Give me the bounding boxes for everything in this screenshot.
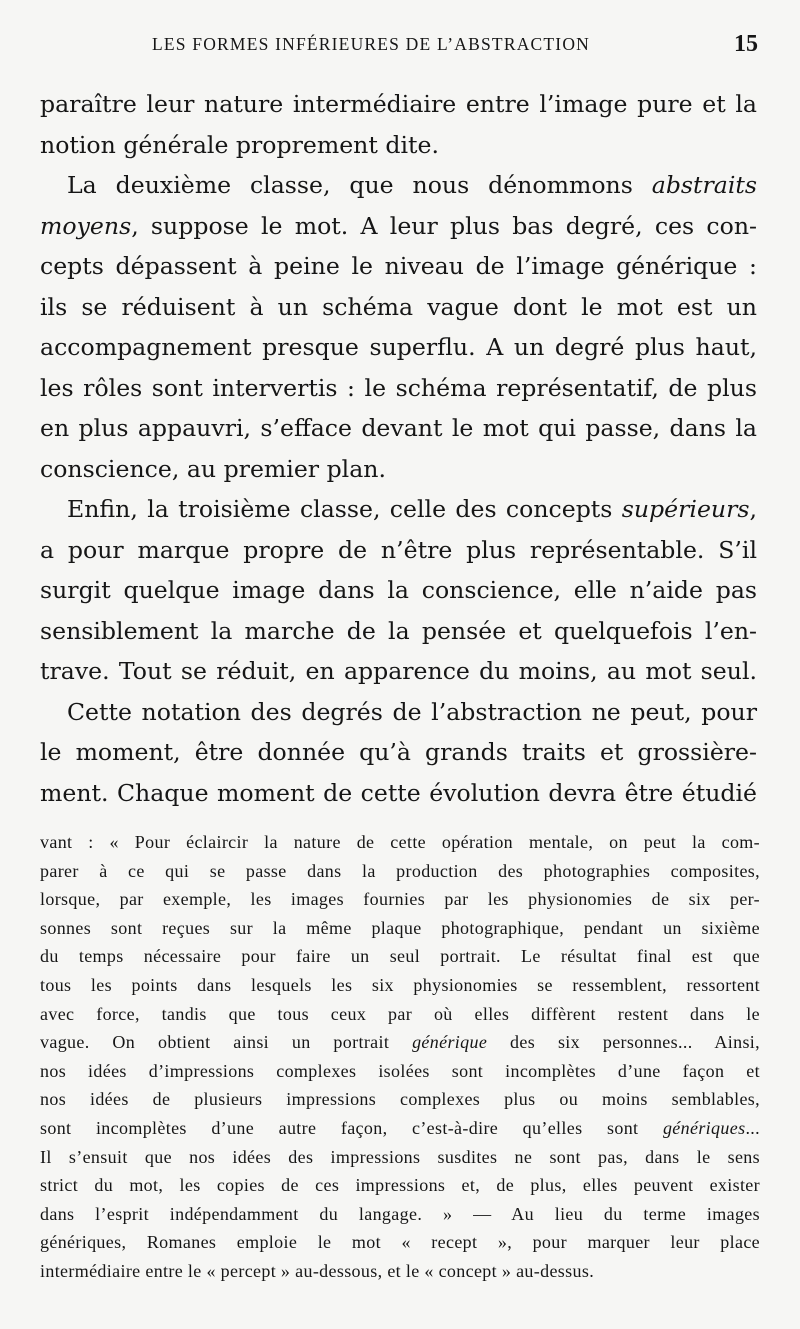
paragraph-continued	[40, 84, 757, 165]
text-run: ...	[745, 1117, 760, 1138]
paragraph-superieurs	[40, 489, 757, 692]
page-number: 15	[734, 31, 758, 57]
footnote-line: avec force, tandis que tous ceux par où elles diffèrent restent dans le	[40, 1003, 760, 1024]
text-run: sont incomplètes d’une autre façon, c’est-à-dire qu’elles sont	[40, 1117, 663, 1138]
paragraph-notation	[40, 692, 757, 814]
text-line: Cette notation des degrés de l’abstraction ne peut, pour	[67, 697, 757, 726]
main-text	[40, 84, 757, 813]
footnote	[40, 828, 760, 1286]
text-line	[40, 165, 757, 206]
footnote-line: parer à ce qui se passe dans la production des photographies composites,	[40, 860, 760, 881]
italic-term: moyens	[40, 211, 132, 240]
footnote-line: du temps nécessaire pour faire un seul portrait. Le résultat final est que	[40, 946, 760, 967]
footnote-line: lorsque, par exemple, les images fournies par les physionomies de six per-	[40, 889, 760, 910]
text-line	[40, 206, 757, 247]
text-line: notion générale proprement dite.	[40, 130, 439, 159]
footnote-line: génériques, Romanes emploie le mot « recept », pour marquer leur place	[40, 1232, 760, 1253]
text-line: en plus appauvri, s’efface devant le mot qui passe, dans la	[40, 414, 757, 442]
footnote-line: strict du mot, les copies de ces impressions et, de plus, elles peuvent exister	[40, 1175, 760, 1196]
text-line: accompagnement presque superflu. A un degré plus haut,	[40, 333, 757, 361]
italic-term: génériques	[662, 1117, 746, 1138]
footnote-line: tous les points dans lesquels les six physionomies se ressemblent, ressortent	[40, 974, 760, 995]
footnote-line: intermédiaire entre le « percept » au-dessous, et le « concept » au-dessus.	[40, 1260, 595, 1281]
footnote-line: nos idées d’impressions complexes isolées sont incomplètes d’une façon et	[40, 1060, 760, 1081]
footnote-line	[40, 1028, 760, 1057]
footnote-line: sonnes sont reçues sur la même plaque photographique, pendant un sixième	[40, 917, 760, 938]
text-line	[40, 489, 757, 530]
text-run: des six personnes... Ainsi,	[487, 1032, 761, 1053]
running-title: LES FORMES INFÉRIEURES DE L’ABSTRACTION	[152, 34, 590, 54]
page-header	[40, 31, 758, 64]
text-line: surgit quelque image dans la conscience, elle n’aide pas	[40, 576, 757, 604]
footnote-line: vant : « Pour éclaircir la nature de cette opération mentale, on peut la com-	[40, 832, 760, 852]
italic-term: générique	[412, 1032, 488, 1053]
footnote-line	[40, 1114, 760, 1143]
text-line: trave. Tout se réduit, en apparence du moins, au mot seul.	[40, 657, 757, 685]
italic-term: abstraits	[651, 171, 757, 199]
text-run: Enfin, la troisième classe, celle des concepts	[67, 495, 622, 523]
footnote-line: dans l’esprit indépendamment du langage. » — Au lieu du terme images	[40, 1203, 760, 1224]
text-run: La deuxième classe, que nous dénommons	[67, 171, 652, 199]
text-line: cepts dépassent à peine le niveau de l’image générique :	[40, 252, 757, 280]
italic-term: supérieurs	[621, 495, 750, 523]
text-line: sensiblement la marche de la pensée et quelquefois l’en-	[40, 616, 757, 645]
text-run: vague. On obtient ainsi un portrait	[40, 1032, 413, 1053]
footnote-line: Il s’ensuit que nos idées des impressions susdites ne sont pas, dans le sens	[40, 1146, 760, 1167]
text-line: a pour marque propre de n’être plus représentable. S’il	[40, 535, 757, 564]
text-line: ment. Chaque moment de cette évolution devra être étudié	[40, 778, 757, 807]
footnote-line: nos idées de plusieurs impressions complexes plus ou moins semblables,	[40, 1089, 760, 1110]
text-run: ,	[749, 495, 757, 523]
text-line: paraître leur nature intermédiaire entre l’image pure et la	[40, 90, 757, 118]
text-line: les rôles sont intervertis : le schéma représentatif, de plus	[40, 373, 757, 402]
text-line: ils se réduisent à un schéma vague dont le mot est un	[40, 292, 757, 321]
text-run: , suppose le mot. A leur plus bas degré, ces con-	[131, 211, 757, 240]
text-line: le moment, être donnée qu’à grands traits et grossière-	[40, 738, 757, 766]
text-line: conscience, au premier plan.	[40, 454, 386, 483]
paragraph-abstraits-moyens	[40, 165, 757, 489]
